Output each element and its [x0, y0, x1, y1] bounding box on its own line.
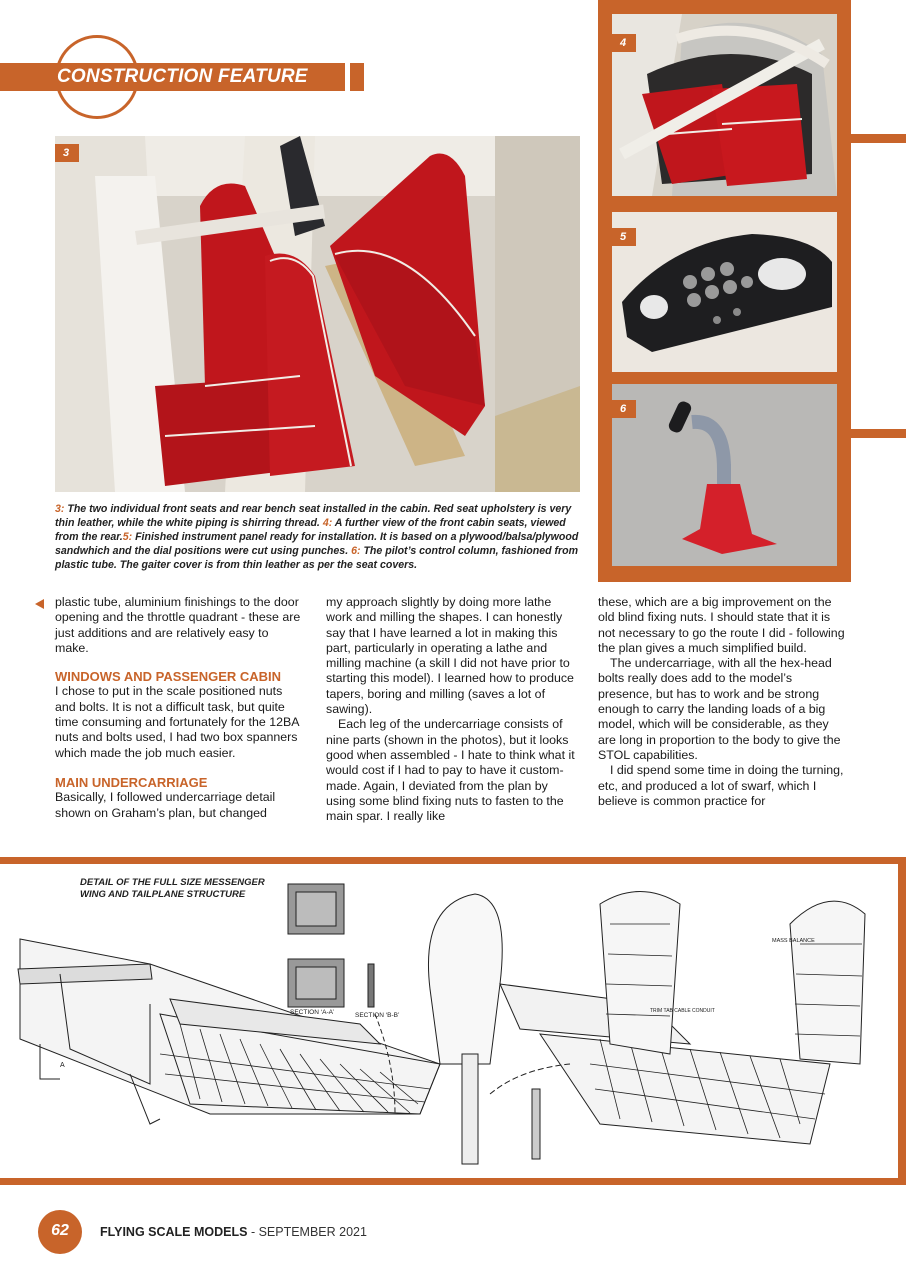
photo-3-number-tag: 3	[55, 144, 79, 162]
heading-main-undercarriage: MAIN UNDERCARRIAGE	[55, 774, 208, 790]
photo-instrument-panel-image	[612, 212, 837, 372]
photo-front-seats-rear-view-image	[612, 14, 837, 196]
photo-control-column	[612, 384, 837, 566]
header-bar-accent	[350, 63, 364, 91]
caption-num-6: 6:	[351, 545, 361, 557]
photo-cabin-seats	[55, 136, 580, 492]
caption-num-5: 5:	[122, 531, 133, 543]
label-a: A	[60, 1062, 65, 1069]
photo-cabin-seats-image	[55, 136, 580, 492]
label-section-b: SECTION ‘B-B’	[355, 1012, 400, 1019]
issue-date: - SEPTEMBER 2021	[247, 1225, 367, 1239]
side-accent-bar-bottom	[851, 429, 906, 438]
body-column-3	[598, 595, 848, 809]
body-column-2	[326, 595, 576, 824]
wing-structure-diagram	[0, 864, 898, 1178]
col3-paragraph-3: I did spend some time in doing the turning, etc, and produced a lot of swarf, which I believe is common practice for	[598, 763, 844, 808]
col1-paragraph-1: plastic tube, aluminium finishings to the door opening and the throttle quadrant - these are just additions and are relatively easy to make.	[55, 595, 301, 655]
caption-text-4: A further view of the front cabin seats, viewed from the rear.	[55, 517, 566, 543]
diagram-title-line-2: WING AND TAILPLANE STRUCTURE	[80, 889, 246, 900]
footer-publication	[100, 1225, 367, 1239]
body-column-1	[55, 595, 305, 821]
magazine-name: FLYING SCALE MODELS	[100, 1225, 248, 1239]
col1-paragraph-3: Basically, I followed undercarriage detail shown on Graham’s plan, but changed	[55, 790, 276, 820]
photo-6-number-tag: 6	[612, 400, 636, 418]
col2-paragraph-1: my approach slightly by doing more lathe work and milling the shapes. I can honestly say that I have learned a lot in making this part, particularly in operating a lathe and milling machine (a skill I did not have prior to starting this model). I learned how to produce tapers, boring and milling (saves a lot of sawing).	[326, 595, 574, 717]
continued-arrow-icon	[35, 599, 44, 609]
caption-text-5: Finished instrument panel ready for installation. It is based on a plywood/balsa/plywood sandwhich and the dial positions were cut using punches.	[55, 531, 579, 557]
section-title: CONSTRUCTION FEATURE	[57, 66, 308, 87]
photo-5-number-tag: 5	[612, 228, 636, 246]
photo-control-column-image	[612, 384, 837, 566]
caption-text-3: The two individual front seats and rear bench seat installed in the cabin. Red seat upholstery is very thin leather, while the white piping is shirring thread.	[55, 503, 572, 529]
photo-instrument-panel	[612, 212, 837, 372]
side-accent-bar-top	[851, 134, 906, 143]
photo-front-seats-rear-view	[612, 14, 837, 196]
diagram-title	[80, 877, 265, 901]
caption-text-6: The pilot’s control column, fashioned from plastic tube. The gaiter cover is from thin leather as per the seat covers.	[55, 545, 579, 571]
label-mass-balance: MASS BALANCE	[772, 938, 815, 944]
wing-structure-drawing	[0, 864, 898, 1178]
photo-caption	[55, 502, 580, 572]
col3-paragraph-2: The undercarriage, with all the hex-head bolts really does add to the model’s presence, but has to work and be strong enough to carry the landing loads of a big model, which will be considerable, as they are long in proportion to the body to give the STOL capabilities.	[598, 656, 841, 762]
col1-paragraph-2: I chose to put in the scale positioned nuts and bolts. It is not a difficult task, but quite time consuming and fortunately for the 12BA nuts and bolts used, I had two box spanners which made the job much easier.	[55, 684, 299, 760]
page-number: 62	[51, 1222, 69, 1239]
label-trim-tab-conduit: TRIM TAB CABLE CONDUIT	[650, 1008, 715, 1014]
col2-paragraph-2: Each leg of the undercarriage consists of nine parts (shown in the photos), but it looks good when assembled - I hate to think what it would cost if I had to pay to have it custom-made. Again, I deviated from the plan by using some blind fixing nuts to fasten to the main spar. I really like	[326, 717, 575, 824]
diagram-title-line-1: DETAIL OF THE FULL SIZE MESSENGER	[80, 877, 265, 888]
heading-windows-cabin: WINDOWS AND PASSENGER CABIN	[55, 669, 282, 685]
caption-num-3: 3:	[55, 503, 65, 515]
col3-paragraph-1: these, which are a big improvement on the old blind fixing nuts. I should state that it is not necessary to go the route I did - following the plan gives a much simplified build.	[598, 595, 845, 655]
label-section-a: SECTION ‘A-A’	[290, 1009, 334, 1016]
photo-4-number-tag: 4	[612, 34, 636, 52]
caption-num-4: 4:	[322, 517, 333, 529]
